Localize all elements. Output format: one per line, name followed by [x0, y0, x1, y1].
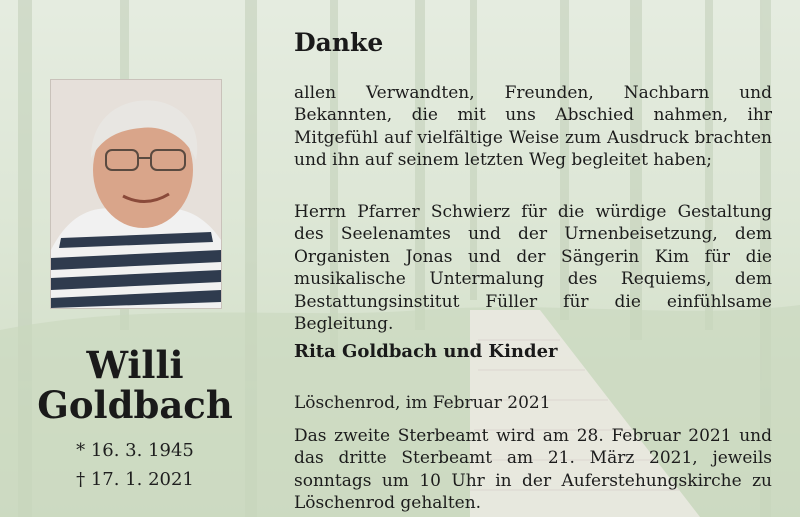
thanks-paragraph-2: Herrn Pfarrer Schwierz für die würdige Gestaltung des Seelenamtes und der Urnenbeisetzung, dem Organisten Jonas und der Sängerin Kim für die musikalische Untermalung des Requiems, dem Bestattungsinstitut Füller für die einfühlsame Begleitung. [294, 202, 772, 335]
service-note: Das zweite Sterbeamt wird am 28. Februar 2021 und das dritte Sterbeamt am 21. März 2021, jeweils sonntags um 10 Uhr in der Auferstehungskirche zu Löschenrod gehalten. [294, 426, 772, 514]
birth-date: * 16. 3. 1945 [76, 440, 194, 461]
thanks-paragraph-1: allen Verwandten, Freunden, Nachbarn und Bekannten, die mit uns Abschied nahmen, ihr Mitgefühl auf vielfältige Weise zum Ausdruck brachten und ihn auf seinem letzten Weg begleitet haben; [294, 83, 772, 171]
deceased-first-name: Willi [86, 343, 184, 387]
place-date: Löschenrod, im Februar 2021 [294, 393, 551, 413]
portrait-photo [50, 79, 222, 309]
heading-danke: Danke [294, 28, 384, 57]
death-date: † 17. 1. 2021 [76, 469, 194, 490]
signature: Rita Goldbach und Kinder [294, 341, 558, 362]
deceased-last-name: Goldbach [37, 383, 233, 427]
